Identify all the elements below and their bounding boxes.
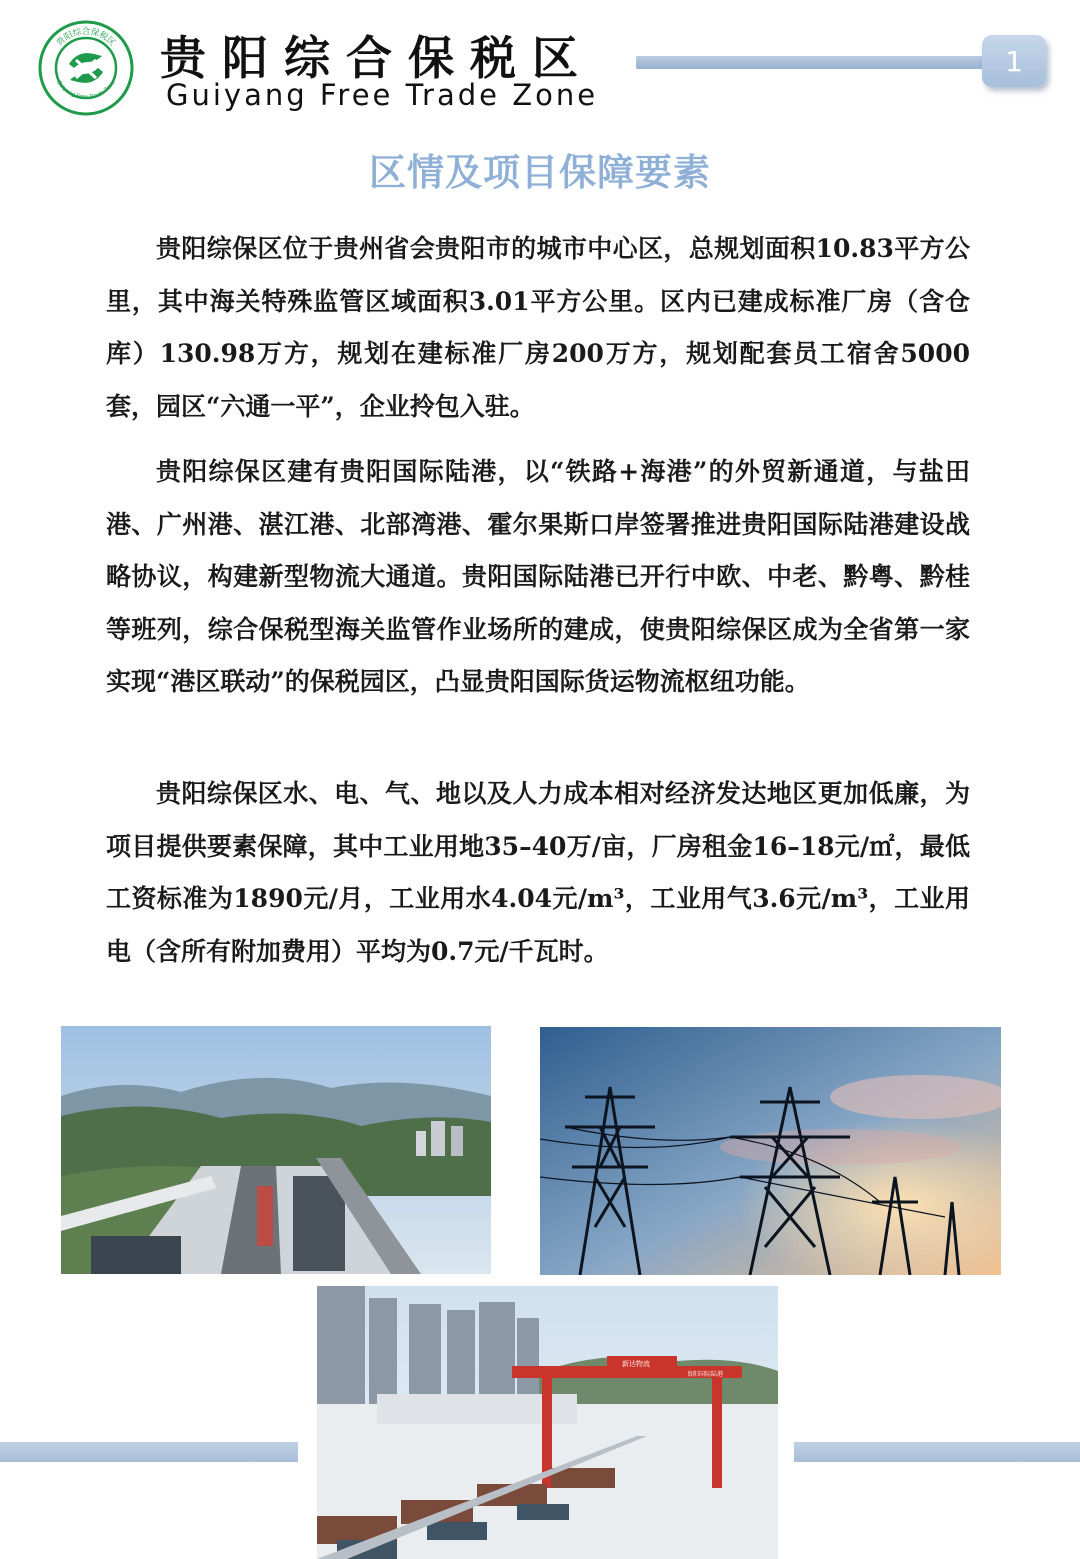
power-towers-photo-icon: [540, 1027, 1001, 1275]
footer-bar-left: [0, 1442, 298, 1462]
paragraph-cost-factors: 贵阳综保区水、电、气、地以及人力成本相对经济发达地区更加低廉，为项目提供要素保障，其中工业用地35–40万/亩，厂房租金16–18元/㎡，最低工资标准为1890元/月，工业用水4.04元/m³，工业用气3.6元/m³，工业用电（含所有附加费用）平均为0.7元/千瓦时。: [106, 779, 970, 966]
page-header: [0, 0, 1080, 120]
zone-title-chinese: 贵阳综合保税区: [160, 31, 594, 85]
crane-sign-right: 贵阳国际陆港: [687, 1371, 724, 1378]
logo-ring-text: 贵阳综合保税区: [54, 27, 118, 49]
zone-title-english: Guiyang Free Trade Zone: [166, 78, 599, 112]
header-divider-bar: [636, 56, 996, 69]
footer-bar-right: [794, 1442, 1080, 1462]
logo-ring-text-en: Guiyang Free Trade Zone: [55, 79, 117, 101]
aerial-port-photo-icon: [61, 1026, 491, 1274]
page-number-badge: 1: [982, 35, 1046, 87]
rail-yard-crane-photo-icon: [317, 1286, 778, 1559]
crane-sign-left: 新达物流: [622, 1360, 650, 1368]
section-title: 区情及项目保障要素: [369, 151, 711, 194]
paragraph-overview: 贵阳综保区位于贵州省会贵阳市的城市中心区，总规划面积10.83平方公里，其中海关特殊监管区域面积3.01平方公里。区内已建成标准厂房（含仓库）130.98万方，规划在建标准厂房200万方，规划配套员工宿舍5000套，园区“六通一平”，企业拎包入驻。: [106, 234, 970, 421]
paragraph-land-port: 贵阳综保区建有贵阳国际陆港，以“铁路+海港”的外贸新通道，与盐田港、广州港、湛江港、北部湾港、霍尔果斯口岸签署推进贵阳国际陆港建设战略协议，构建新型物流大通道。贵阳国际陆港已开行中欧、中老、黔粤、黔桂等班列，综合保税型海关监管作业场所的建成，使贵阳综保区成为全省第一家实现“港区联动”的保税园区，凸显贵阳国际货运物流枢纽功能。: [106, 457, 970, 696]
guiyang-ftz-logo-icon: [38, 20, 134, 116]
